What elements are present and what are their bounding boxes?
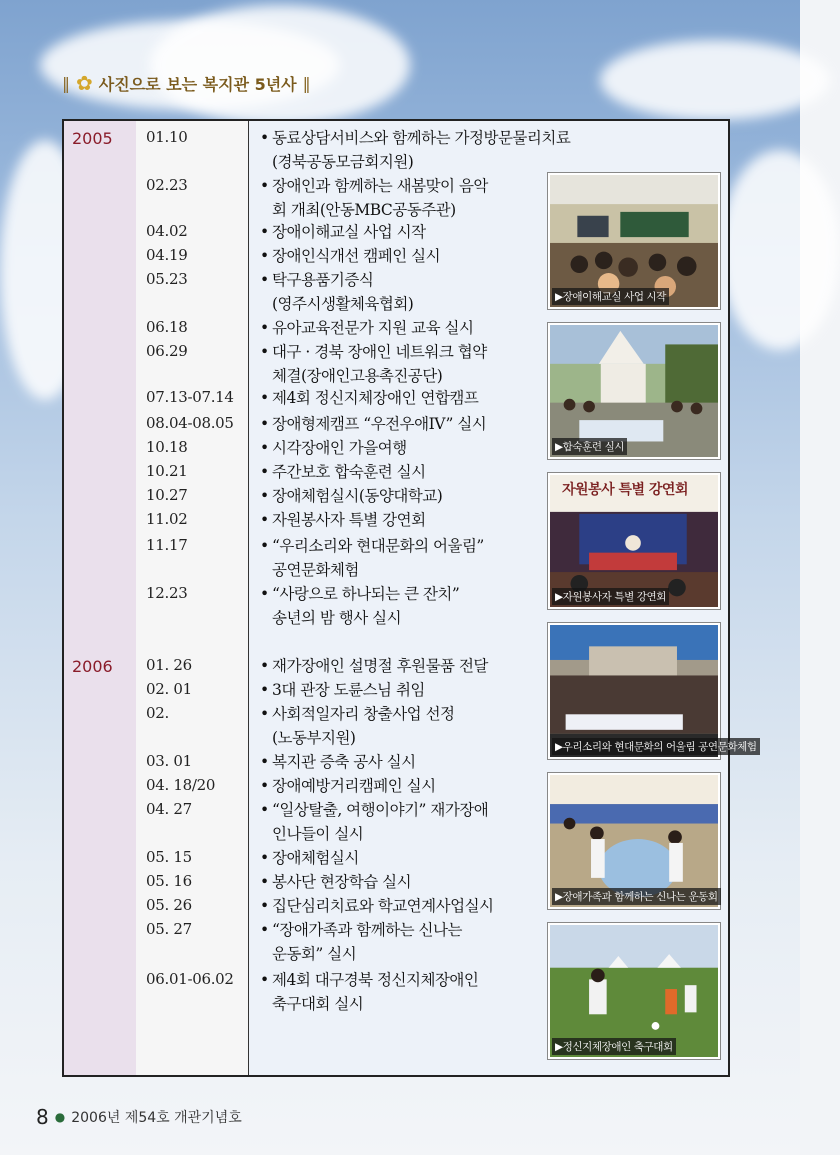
bullet-icon: • (260, 537, 269, 555)
event-text: 장애인과 함께하는 새봄맞이 음악 (272, 177, 488, 195)
lecture-banner-text: 자원봉사 특별 강연회 (562, 482, 688, 498)
event-date: 02.23 (146, 176, 188, 194)
bullet-icon: • (260, 129, 269, 147)
year-label: 2006 (72, 657, 113, 676)
flower-icon: ✿ (76, 71, 93, 95)
event-date: 01. 26 (146, 656, 192, 674)
bullet-icon: • (260, 801, 269, 819)
bullet-icon: • (260, 319, 269, 337)
event-text: 복지관 증축 공사 실시 (272, 753, 416, 771)
event-text: 3대 관장 도륜스님 취임 (272, 681, 425, 699)
photo-caption: ▶장애이해교실 사업 시작 (552, 288, 669, 305)
bullet-icon: • (260, 777, 269, 795)
bullet-icon: • (260, 585, 269, 603)
event-text-continued: (영주시생활체육협회) (272, 294, 414, 313)
event-item (260, 847, 550, 871)
photo-sports-day (548, 773, 720, 909)
bullet-icon: • (260, 439, 269, 457)
event-item (260, 317, 550, 341)
event-text: “우리소리와 현대문화의 어울림” (272, 537, 484, 555)
event-item (260, 127, 720, 174)
event-date: 07.13-07.14 (146, 388, 234, 406)
event-date: 10.27 (146, 486, 188, 504)
event-text: 장애체험실시(동양대학교) (272, 487, 443, 505)
event-date: 05. 16 (146, 872, 192, 890)
bullet-icon: • (260, 271, 269, 289)
event-date: 08.04-08.05 (146, 414, 234, 432)
bullet-icon: • (260, 681, 269, 699)
event-item (260, 485, 550, 509)
header-left-bar: ‖ (62, 73, 70, 93)
event-item (260, 871, 550, 895)
event-date: 02. 01 (146, 680, 192, 698)
event-item (260, 413, 550, 437)
event-text-continued: 인나들이 실시 (272, 824, 364, 843)
event-text: 제4회 대구경북 정신지체장애인 (272, 971, 479, 989)
year-column (64, 121, 137, 1075)
event-date: 06.01-06.02 (146, 970, 234, 988)
event-text: 장애인식개선 캠페인 실시 (272, 247, 441, 265)
event-item (260, 175, 550, 222)
bullet-icon: • (260, 897, 269, 915)
event-text: 장애이해교실 사업 시작 (272, 223, 426, 241)
photo-caption: ▶장애가족과 함께하는 신나는 운동회 (552, 888, 721, 905)
event-item (260, 919, 550, 966)
event-date: 11.17 (146, 536, 188, 554)
page-number: 8 (36, 1105, 49, 1129)
bullet-icon: • (260, 415, 269, 433)
event-date: 04. 18/20 (146, 776, 216, 794)
event-text: 대구 · 경북 장애인 네트워크 협약 (272, 343, 487, 361)
event-date: 04.19 (146, 246, 188, 264)
photo-caption: ▶우리소리와 현대문화의 어울림 공연문화체험 (552, 738, 760, 755)
event-date: 10.21 (146, 462, 188, 480)
event-date: 05. 26 (146, 896, 192, 914)
event-text-continued: (경북공동모금회지원) (272, 152, 414, 171)
bullet-icon: • (260, 753, 269, 771)
bullet-icon: • (260, 873, 269, 891)
bullet-icon: • (260, 177, 269, 195)
event-date: 04. 27 (146, 800, 192, 818)
event-item (260, 269, 550, 316)
event-item (260, 799, 550, 846)
bullet-icon: • (260, 463, 269, 481)
event-text: 주간보호 합숙훈련 실시 (272, 463, 426, 481)
event-text: 사회적일자리 창출사업 선정 (272, 705, 455, 723)
bullet-icon: • (260, 657, 269, 675)
bullet-dot-icon: ● (54, 1110, 66, 1124)
event-date: 10.18 (146, 438, 188, 456)
photo-caption: ▶자원봉사자 특별 강연회 (552, 588, 669, 605)
event-item (260, 437, 550, 461)
event-text-continued: 공연문화체험 (272, 560, 359, 579)
event-date: 05.23 (146, 270, 188, 288)
bullet-icon: • (260, 343, 269, 361)
photo-soccer-tournament (548, 923, 720, 1059)
event-text: 장애형제캠프 “우전우애IV” 실시 (272, 415, 487, 433)
event-text: 제4회 정신지체장애인 연합캠프 (272, 389, 479, 407)
event-text: 자원봉사자 특별 강연회 (272, 511, 426, 529)
issue-label: 2006년 제54호 개관기념호 (71, 1110, 242, 1126)
event-text-continued: 체결(장애인고용촉진공단) (272, 366, 443, 385)
photo-culture-performance (548, 623, 757, 759)
event-text: “장애가족과 함께하는 신나는 (272, 921, 462, 939)
event-date: 05. 15 (146, 848, 192, 866)
bullet-icon: • (260, 971, 269, 989)
event-item (260, 895, 550, 919)
bullet-icon: • (260, 389, 269, 407)
bullet-icon: • (260, 921, 269, 939)
bullet-icon: • (260, 511, 269, 529)
event-text: “일상탈출, 여행이야기” 재가장애 (272, 801, 489, 819)
event-text: 유아교육전문가 지원 교육 실시 (272, 319, 474, 337)
event-text: 장애예방거리캠페인 실시 (272, 777, 436, 795)
page-title: 사진으로 보는 복지관 5년사 (98, 74, 297, 94)
event-item (260, 461, 550, 485)
event-date: 03. 01 (146, 752, 192, 770)
event-text-continued: 운동회” 실시 (272, 944, 357, 963)
event-text: “사랑으로 하나되는 큰 잔치” (272, 585, 460, 603)
event-text-continued: (노동부지원) (272, 728, 356, 747)
event-date: 06.29 (146, 342, 188, 360)
event-date: 01.10 (146, 128, 188, 146)
year-label: 2005 (72, 129, 113, 148)
event-item (260, 387, 550, 411)
event-item (260, 583, 550, 630)
header-right-bar: ‖ (302, 73, 311, 93)
bullet-icon: • (260, 487, 269, 505)
photo-camp-training (548, 323, 720, 459)
event-date: 06.18 (146, 318, 188, 336)
photo-caption: ▶합숙훈련 실시 (552, 438, 627, 455)
photo-caption: ▶정신지체장애인 축구대회 (552, 1038, 676, 1055)
event-item (260, 751, 550, 775)
bullet-icon: • (260, 223, 269, 241)
bullet-icon: • (260, 849, 269, 867)
event-text-continued: 송년의 밤 행사 실시 (272, 608, 402, 627)
event-item (260, 703, 550, 750)
event-item (260, 341, 550, 388)
event-item (260, 969, 550, 1016)
bullet-icon: • (260, 247, 269, 265)
event-text: 봉사단 현장학습 실시 (272, 873, 412, 891)
event-item (260, 245, 550, 269)
event-item (260, 509, 550, 533)
timeline-table (62, 119, 757, 1077)
event-item (260, 535, 550, 582)
event-item (260, 221, 550, 245)
event-text-continued: 회 개최(안동MBC공동주관) (272, 200, 456, 219)
photo-volunteer-lecture (548, 473, 720, 609)
event-item (260, 679, 550, 703)
event-date: 05. 27 (146, 920, 192, 938)
event-text: 탁구용품기증식 (272, 271, 374, 289)
event-text: 재가장애인 설명절 후원물품 전달 (272, 657, 488, 675)
event-date: 02. (146, 704, 169, 722)
page-header (62, 70, 311, 96)
photo-disability-class (548, 173, 720, 309)
event-text: 시각장애인 가을여행 (272, 439, 407, 457)
event-date: 11.02 (146, 510, 188, 528)
event-date: 04.02 (146, 222, 188, 240)
bullet-icon: • (260, 705, 269, 723)
event-item (260, 775, 550, 799)
page-footer (36, 1105, 242, 1129)
event-text: 집단심리치료와 학교연계사업실시 (272, 897, 494, 915)
event-text: 동료상담서비스와 함께하는 가정방문물리치료 (272, 129, 571, 147)
event-text: 장애체험실시 (272, 849, 359, 867)
event-date: 12.23 (146, 584, 188, 602)
event-text-continued: 축구대회 실시 (272, 994, 364, 1013)
event-item (260, 655, 550, 679)
